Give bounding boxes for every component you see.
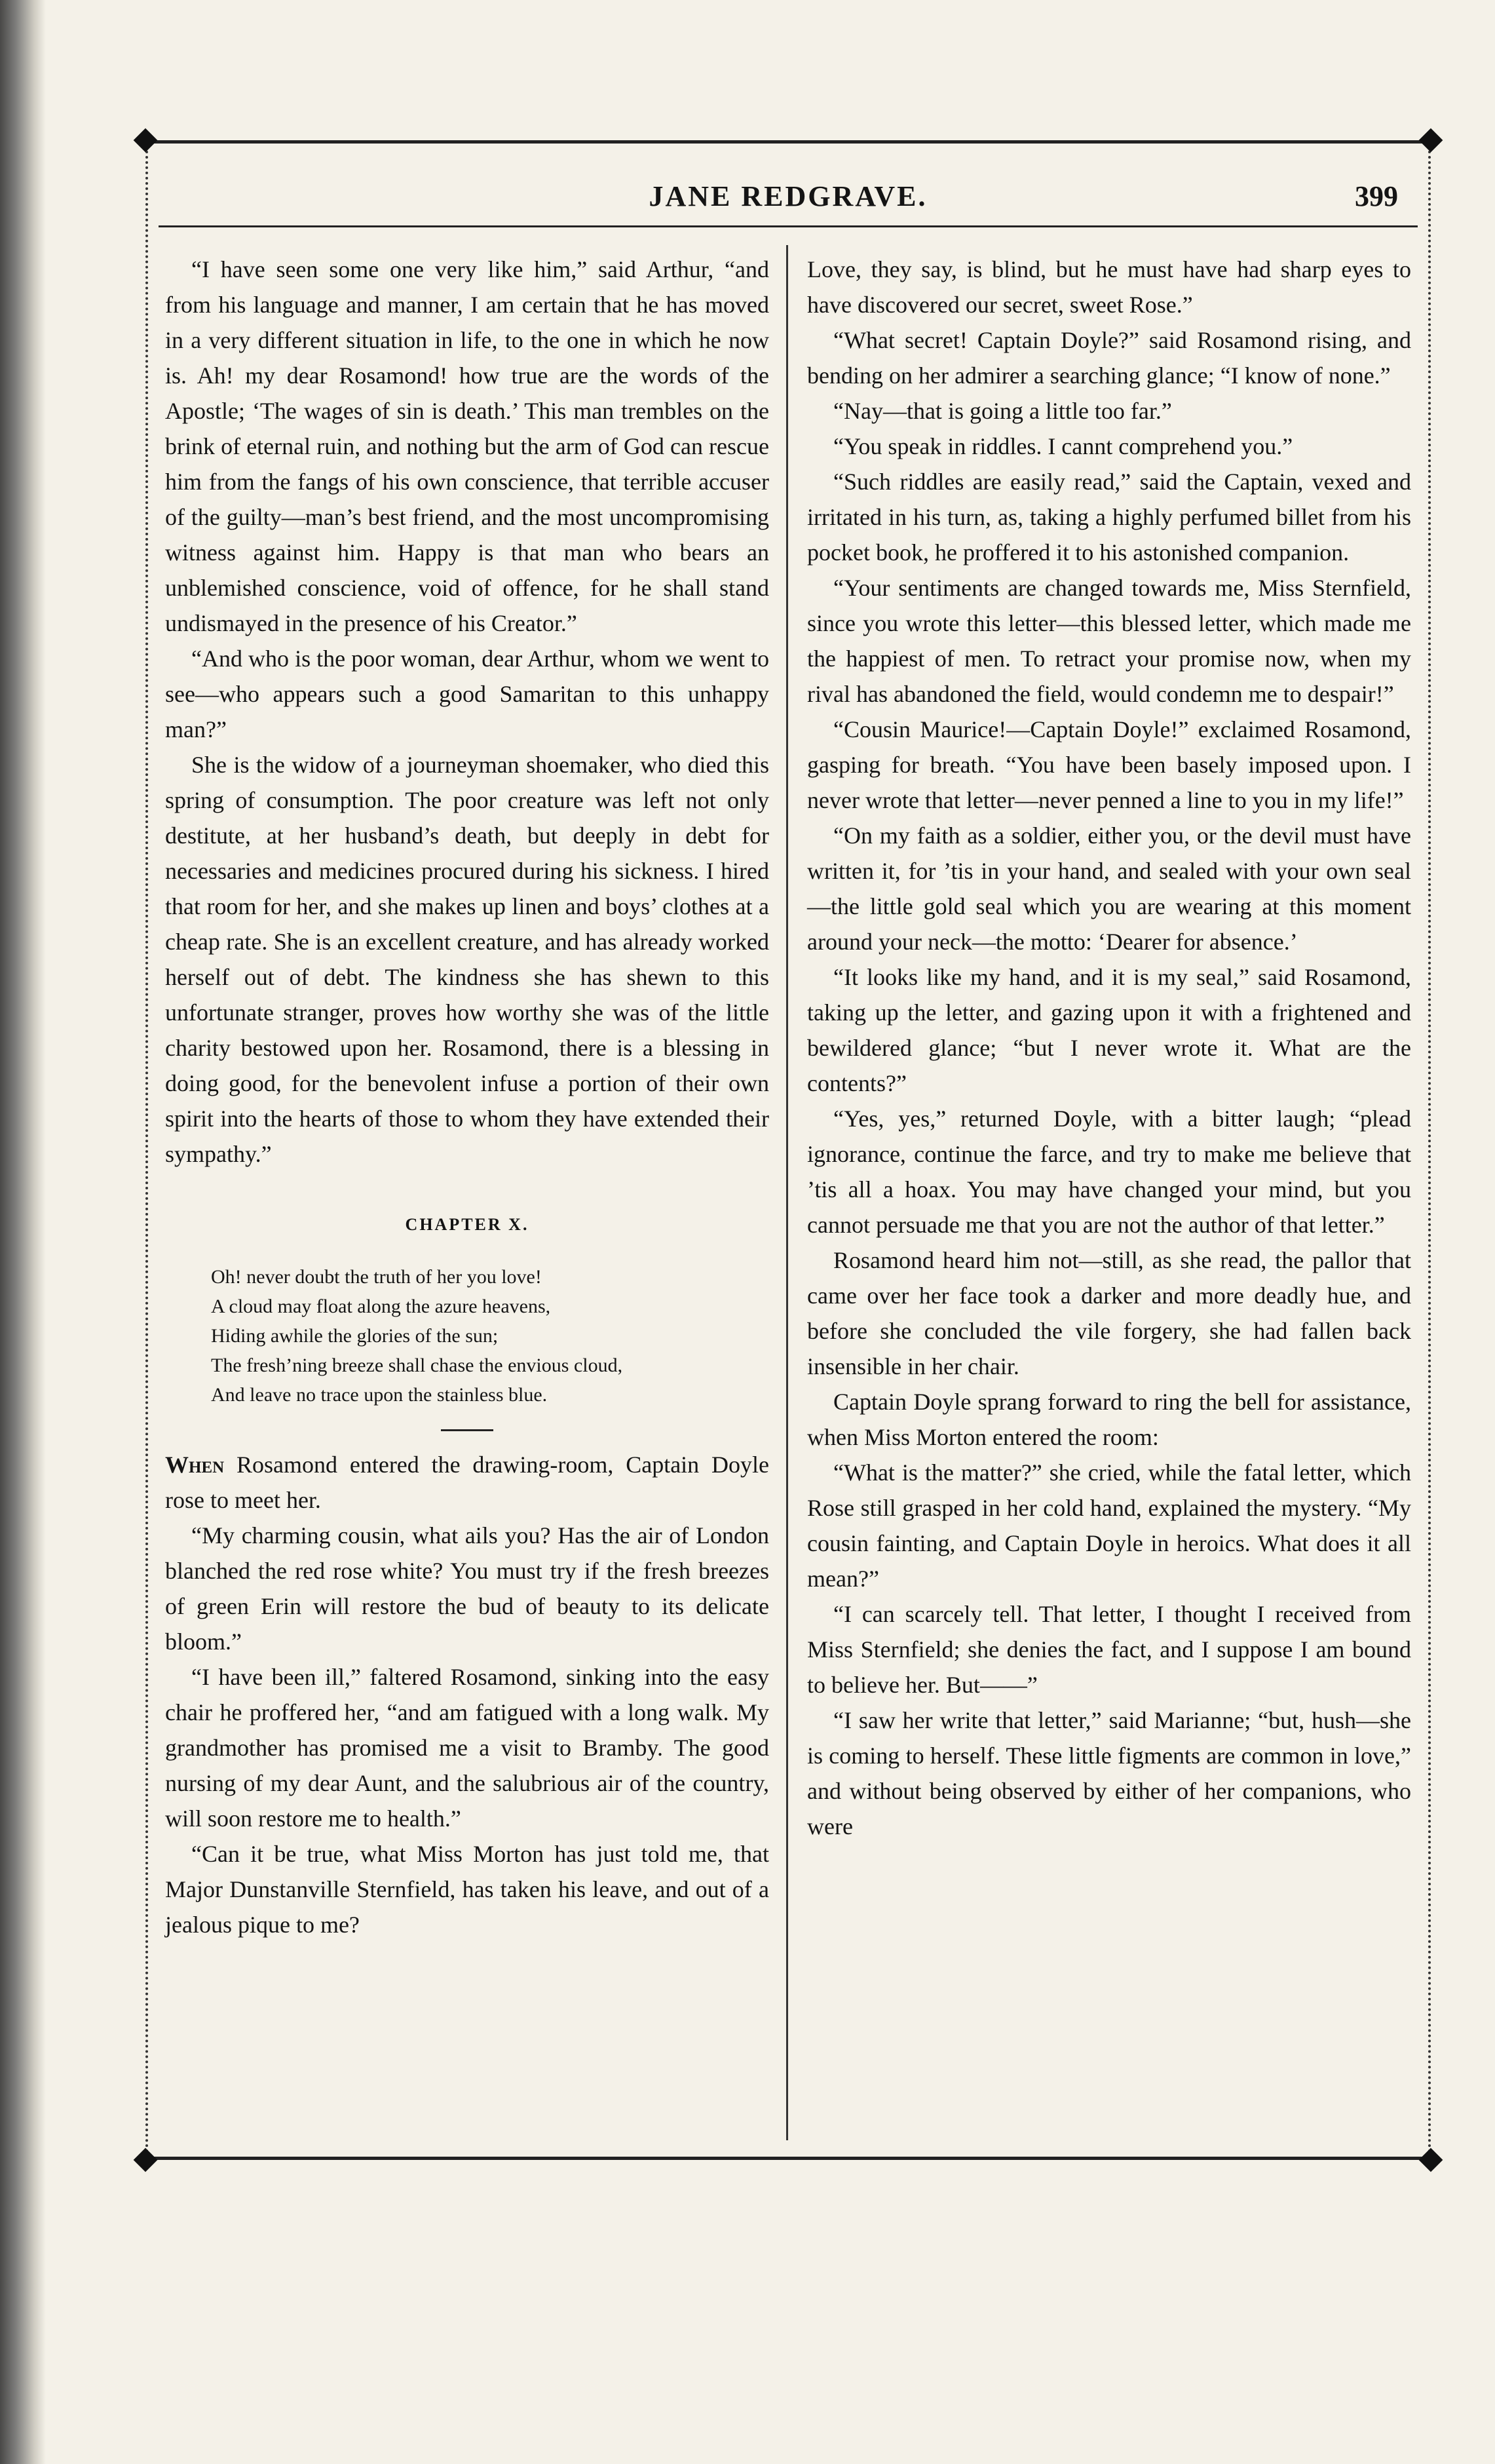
corner-ornament-icon: [1419, 128, 1443, 153]
paragraph: “What secret! Captain Doyle?” said Rosamond rising, and bending on her admirer a searching glance; “I know of none.”: [807, 327, 1411, 389]
running-title: JANE REDGRAVE.: [649, 180, 928, 212]
epigraph-verse: [211, 1262, 769, 1410]
corner-ornament-icon: [134, 128, 158, 153]
paragraph: “I have been ill,” faltered Rosamond, sinking into the easy chair he proffered her, “and am fatigued with a long walk. My grandmother has promised me a visit to Bramby. The good nursing of my dear Aunt, and the salubrious air of the country, will soon restore me to health.”: [165, 1664, 769, 1832]
frame-rule-left: [145, 140, 148, 2160]
scan-edge-shadow: [0, 0, 46, 2464]
frame-rule-right: [1428, 140, 1431, 2160]
paragraph: “I have seen some one very like him,” said Arthur, “and from his language and manner, I am certain that he has moved in a very different situation in life, to the one in which he now is. Ah! my dear Rosamond! how true are the words of the Apostle; ‘The wages of sin is death.’ This man trembles on the brink of eternal ruin, and nothing but the arm of God can rescue him from the fangs of his own conscience, that terrible accuser of the guilty—man’s best friend, and the most uncompromising witness against him. Happy is that man who bears an unblemished conscience, void of offence, for he shall stand undismayed in the presence of his Creator.”: [165, 256, 769, 636]
column-divider: [786, 245, 788, 2140]
page-frame: [145, 140, 1431, 2160]
paragraph: “What is the matter?” she cried, while the fatal letter, which Rose still grasped in her cold hand, explained the mystery. “My cousin fainting, and Captain Doyle in heroics. What does it all mean?”: [807, 1459, 1411, 1592]
continued-paragraph: Love, they say, is blind, but he must have had sharp eyes to have discovered our secret, sweet Rose.”: [807, 256, 1411, 318]
paragraph: “My charming cousin, what ails you? Has the air of London blanched the red rose white? You must try if the fresh breezes of green Erin will restore the bud of beauty to its delicate bloom.”: [165, 1522, 769, 1655]
page-number: 399: [1355, 180, 1398, 212]
frame-rule-bottom: [145, 2157, 1431, 2160]
paragraph: “You speak in riddles. I cannt comprehend you.”: [833, 433, 1293, 459]
verse-line: A cloud may float along the azure heavens,: [211, 1296, 551, 1317]
paragraph: “Nay—that is going a little too far.”: [833, 398, 1172, 424]
paragraph: “Yes, yes,” returned Doyle, with a bitter laugh; “plead ignorance, continue the farce, and try to make me believe that ’tis all a hoax. You may have changed your mind, but you cannot persuade me that you are not the author of that letter.”: [807, 1106, 1411, 1238]
paragraph: “On my faith as a soldier, either you, or the devil must have written it, for ’tis in your hand, and sealed with your own seal—the little gold seal which you are wearing at this moment around your neck—the motto: ‘Dearer for absence.’: [807, 822, 1411, 955]
paragraph: Captain Doyle sprang forward to ring the bell for assistance, when Miss Morton entered the room:: [807, 1389, 1411, 1450]
paragraph: “I can scarcely tell. That letter, I thought I received from Miss Sternfield; she denies the fact, and I suppose I am bound to believe her. But——”: [807, 1601, 1411, 1698]
running-head: [145, 180, 1431, 225]
paragraph: “I saw her write that letter,” said Marianne; “but, hush—she is coming to herself. These little figments are common in love,” and without being observed by either of her companions, who were: [807, 1707, 1411, 1839]
corner-ornament-icon: [134, 2148, 158, 2172]
opening-text: Rosamond entered the drawing-room, Captain Doyle rose to meet her.: [165, 1452, 769, 1513]
paragraph: “It looks like my hand, and it is my seal,” said Rosamond, taking up the letter, and gazing upon it with a frightened and bewildered glance; “but I never wrote it. What are the contents?”: [807, 964, 1411, 1096]
verse-line: Oh! never doubt the truth of her you love!: [211, 1266, 542, 1288]
verse-line: And leave no trace upon the stainless blue.: [211, 1384, 548, 1406]
paragraph: “Cousin Maurice!—Captain Doyle!” exclaimed Rosamond, gasping for breath. “You have been basely imposed upon. I never wrote that letter—never penned a line to you in my life!”: [807, 716, 1411, 813]
paragraph: “And who is the poor woman, dear Arthur, whom we went to see—who appears such a good Samaritan to this unhappy man?”: [165, 645, 769, 742]
verse-line: Hiding awhile the glories of the sun;: [211, 1325, 499, 1347]
frame-rule-top: [145, 140, 1431, 144]
paragraph: “Your sentiments are changed towards me, Miss Sternfield, since you wrote this letter—this blessed letter, which made me the happiest of men. To retract your promise now, when my rival has abandoned the field, would condemn me to despair!”: [807, 575, 1411, 707]
verse-line: The fresh’ning breeze shall chase the envious cloud,: [211, 1355, 623, 1376]
paragraph: She is the widow of a journeyman shoemaker, who died this spring of consumption. The poor creature was left not only destitute, at her husband’s death, but deeply in debt for necessaries and medicines procured during his sickness. I hired that room for her, and she makes up linen and boys’ clothes at a cheap rate. She is an excellent creature, and has already worked herself out of debt. The kindness she has shewn to this unfortunate stranger, proves how worthy she was of the little charity bestowed upon her. Rosamond, there is a blessing in doing good, for the benevolent infuse a portion of their own spirit into the hearts of those to whom they have extended their sympathy.”: [165, 752, 769, 1167]
section-rule: [441, 1429, 493, 1431]
header-rule: [159, 225, 1418, 227]
right-column: [807, 252, 1411, 1844]
chapter-opening-paragraph: [165, 1447, 769, 1518]
paragraph: “Can it be true, what Miss Morton has just told me, that Major Dunstanville Sternfield, has taken his leave, and out of a jealous pique to me?: [165, 1841, 769, 1938]
paragraph: Rosamond heard him not—still, as she read, the pallor that came over her face took a darker and more deadly hue, and before she concluded the vile forgery, she had fallen back insensible in her chair.: [807, 1247, 1411, 1379]
left-column: [165, 252, 769, 1942]
opening-word: When: [165, 1452, 225, 1478]
corner-ornament-icon: [1419, 2148, 1443, 2172]
paragraph: “Such riddles are easily read,” said the Captain, vexed and irritated in his turn, as, taking a highly perfumed billet from his pocket book, he proffered it to his astonished companion.: [807, 469, 1411, 566]
chapter-heading: CHAPTER X.: [405, 1215, 529, 1234]
